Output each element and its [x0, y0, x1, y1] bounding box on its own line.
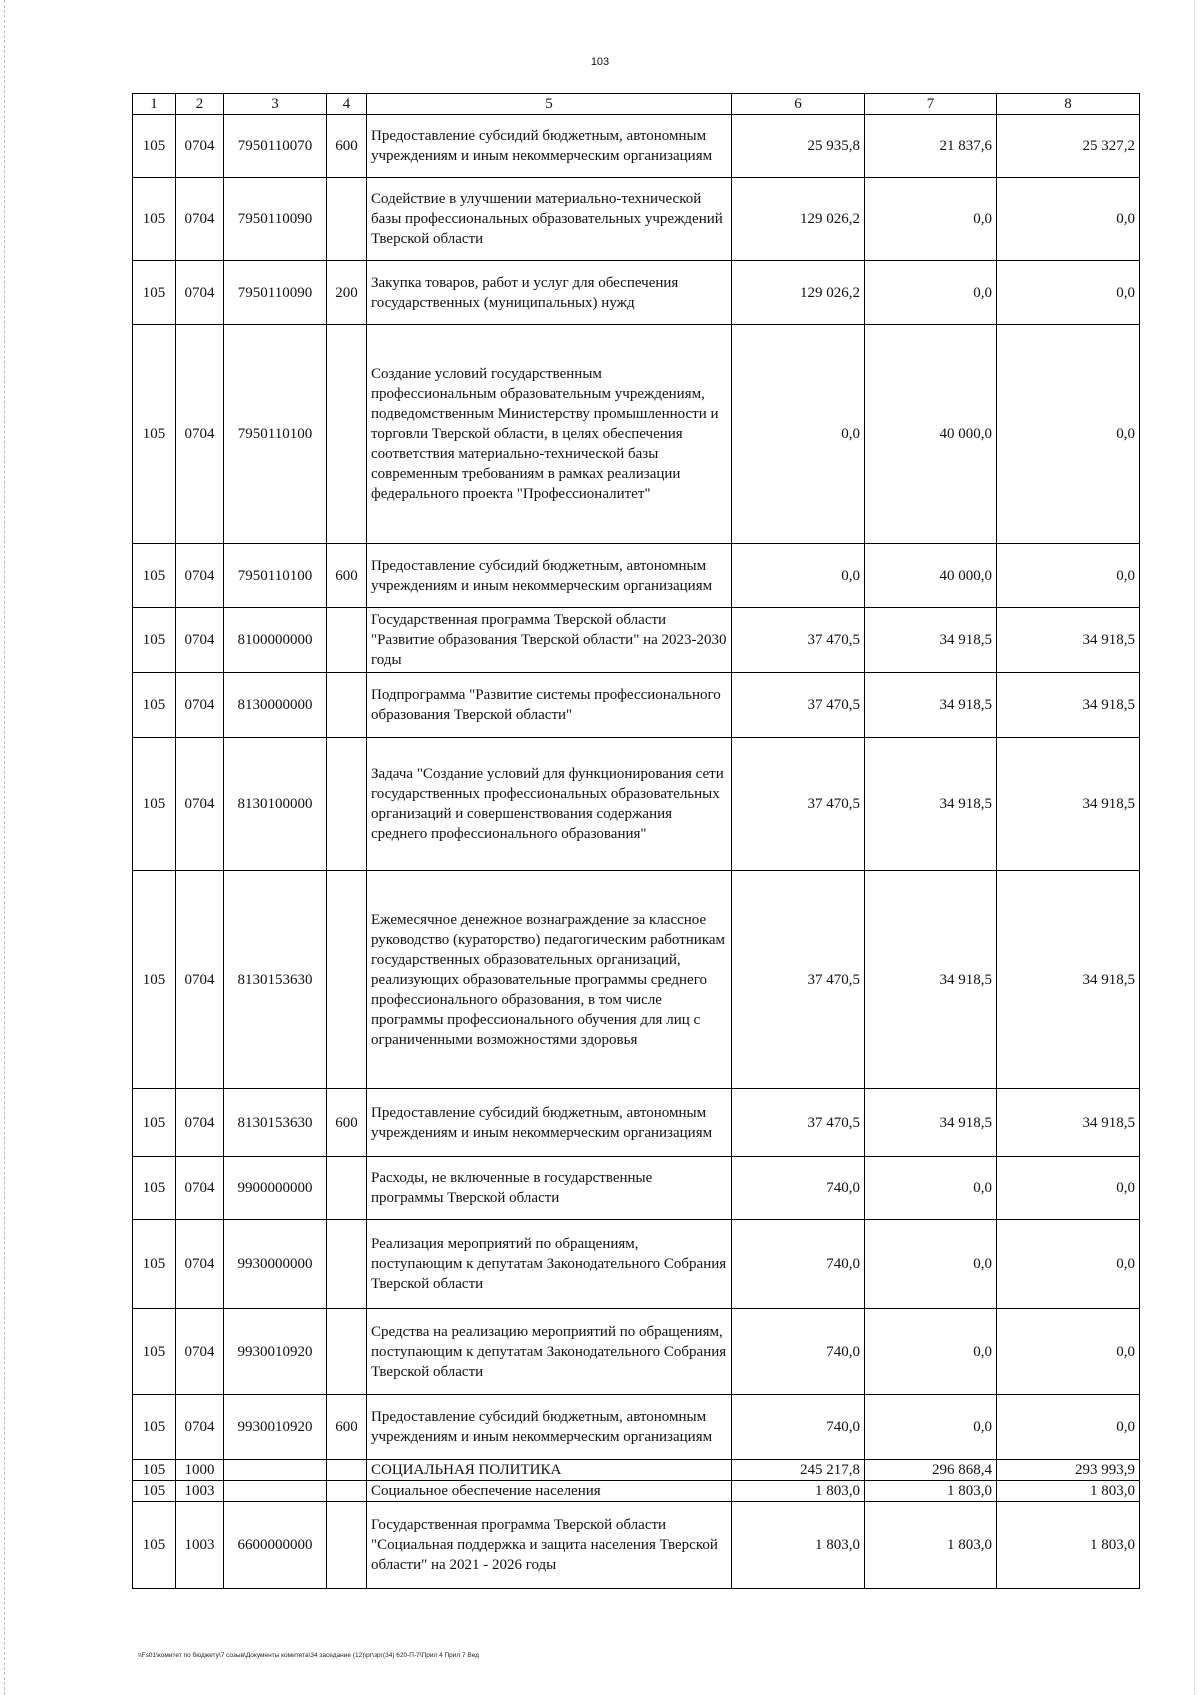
header-col-3: 3: [224, 94, 327, 115]
table-row: [133, 1395, 1140, 1460]
cell-description: Создание условий государственным профессиональным образовательным учреждениям, подведомственным Министерству промышленности и торговли Тверской области, в целях обеспечения соответствия материально-технической базы современным требованиям в рамках реализации федерального проекта "Профессионалитет": [367, 325, 732, 544]
cell-section-code: 1003: [176, 1481, 224, 1502]
cell-amount-col7: 21 837,6: [865, 115, 997, 178]
cell-amount-col6: 37 470,5: [732, 673, 865, 738]
cell-section-code: 0704: [176, 115, 224, 178]
cell-amount-col8: 0,0: [997, 544, 1140, 608]
cell-target-article: [224, 1460, 327, 1481]
cell-expense-type: [327, 1309, 367, 1395]
table-row: [133, 608, 1140, 673]
cell-expense-type: [327, 1481, 367, 1502]
cell-amount-col6: 740,0: [732, 1157, 865, 1220]
cell-amount-col7: 34 918,5: [865, 1089, 997, 1157]
cell-amount-col7: 1 803,0: [865, 1502, 997, 1589]
cell-admin-code: 105: [133, 1460, 176, 1481]
table-row: [133, 738, 1140, 871]
cell-target-article: 8130100000: [224, 738, 327, 871]
cell-expense-type: [327, 1157, 367, 1220]
cell-description: Содействие в улучшении материально-технической базы профессиональных образовательных учреждений Тверской области: [367, 178, 732, 261]
cell-expense-type: [327, 1220, 367, 1309]
cell-admin-code: 105: [133, 325, 176, 544]
cell-description: Социальное обеспечение населения: [367, 1481, 732, 1502]
cell-amount-col6: 37 470,5: [732, 608, 865, 673]
table-row: [133, 325, 1140, 544]
cell-description: Предоставление субсидий бюджетным, автономным учреждениям и иным некоммерческим организациям: [367, 1089, 732, 1157]
budget-table: [132, 93, 1140, 1589]
cell-section-code: 0704: [176, 871, 224, 1089]
table-row: [133, 1481, 1140, 1502]
cell-amount-col7: 0,0: [865, 178, 997, 261]
table-row: [133, 1157, 1140, 1220]
cell-target-article: 8100000000: [224, 608, 327, 673]
table-row: [133, 1502, 1140, 1589]
table-row: [133, 115, 1140, 178]
cell-section-code: 1000: [176, 1460, 224, 1481]
cell-admin-code: 105: [133, 544, 176, 608]
file-path-footer: \\Fs01\комитет по бюджету\7 созыв\Документы комитета\34 заседание (12)\рг\зрг(34) 620-П-7\Прил 4 Прил 7 Вед: [138, 1652, 480, 1659]
cell-amount-col7: 40 000,0: [865, 544, 997, 608]
table-row: [133, 1309, 1140, 1395]
cell-amount-col8: 34 918,5: [997, 738, 1140, 871]
table-row: [133, 1089, 1140, 1157]
table-row: [133, 178, 1140, 261]
header-col-1: 1: [133, 94, 176, 115]
cell-admin-code: 105: [133, 1089, 176, 1157]
cell-amount-col8: 34 918,5: [997, 871, 1140, 1089]
page-number: 103: [590, 56, 610, 68]
cell-amount-col8: 0,0: [997, 1395, 1140, 1460]
cell-amount-col6: 740,0: [732, 1309, 865, 1395]
header-col-2: 2: [176, 94, 224, 115]
header-col-4: 4: [327, 94, 367, 115]
cell-amount-col8: 1 803,0: [997, 1481, 1140, 1502]
cell-amount-col7: 34 918,5: [865, 871, 997, 1089]
cell-amount-col8: 34 918,5: [997, 608, 1140, 673]
cell-amount-col8: 0,0: [997, 1309, 1140, 1395]
cell-amount-col6: 1 803,0: [732, 1481, 865, 1502]
cell-amount-col7: 0,0: [865, 1220, 997, 1309]
cell-expense-type: 600: [327, 1089, 367, 1157]
cell-expense-type: 600: [327, 115, 367, 178]
cell-section-code: 0704: [176, 1089, 224, 1157]
cell-amount-col8: 0,0: [997, 1157, 1140, 1220]
cell-description: СОЦИАЛЬНАЯ ПОЛИТИКА: [367, 1460, 732, 1481]
cell-expense-type: [327, 1460, 367, 1481]
cell-description: Подпрограмма "Развитие системы профессионального образования Тверской области": [367, 673, 732, 738]
cell-amount-col6: 245 217,8: [732, 1460, 865, 1481]
cell-amount-col7: 34 918,5: [865, 738, 997, 871]
cell-amount-col7: 0,0: [865, 1309, 997, 1395]
cell-target-article: 8130000000: [224, 673, 327, 738]
cell-admin-code: 105: [133, 608, 176, 673]
header-col-7: 7: [865, 94, 997, 115]
cell-amount-col8: 25 327,2: [997, 115, 1140, 178]
cell-amount-col6: 37 470,5: [732, 871, 865, 1089]
cell-section-code: 0704: [176, 544, 224, 608]
table-header-row: [133, 94, 1140, 115]
cell-section-code: 0704: [176, 1395, 224, 1460]
cell-target-article: 9930000000: [224, 1220, 327, 1309]
cell-target-article: 8130153630: [224, 871, 327, 1089]
cell-expense-type: [327, 1502, 367, 1589]
cell-description: Государственная программа Тверской области "Социальная поддержка и защита населения Тверской области" на 2021 - 2026 годы: [367, 1502, 732, 1589]
cell-description: Предоставление субсидий бюджетным, автономным учреждениям и иным некоммерческим организациям: [367, 544, 732, 608]
cell-description: Предоставление субсидий бюджетным, автономным учреждениям и иным некоммерческим организациям: [367, 115, 732, 178]
cell-target-article: 9930010920: [224, 1395, 327, 1460]
cell-section-code: 0704: [176, 608, 224, 673]
cell-target-article: [224, 1481, 327, 1502]
cell-section-code: 0704: [176, 1309, 224, 1395]
cell-amount-col7: 296 868,4: [865, 1460, 997, 1481]
cell-target-article: 8130153630: [224, 1089, 327, 1157]
cell-expense-type: [327, 178, 367, 261]
cell-section-code: 0704: [176, 738, 224, 871]
cell-amount-col8: 34 918,5: [997, 673, 1140, 738]
cell-description: Закупка товаров, работ и услуг для обеспечения государственных (муниципальных) нужд: [367, 261, 732, 325]
cell-admin-code: 105: [133, 738, 176, 871]
cell-amount-col8: 34 918,5: [997, 1089, 1140, 1157]
cell-amount-col8: 1 803,0: [997, 1502, 1140, 1589]
cell-expense-type: 600: [327, 544, 367, 608]
cell-section-code: 0704: [176, 325, 224, 544]
cell-description: Средства на реализацию мероприятий по обращениям, поступающим к депутатам Законодательного Собрания Тверской области: [367, 1309, 732, 1395]
scan-edge-left: [4, 0, 5, 1695]
cell-description: Расходы, не включенные в государственные программы Тверской области: [367, 1157, 732, 1220]
cell-target-article: 7950110070: [224, 115, 327, 178]
scan-edge-right: [1194, 0, 1195, 1695]
cell-section-code: 0704: [176, 261, 224, 325]
cell-expense-type: 200: [327, 261, 367, 325]
cell-amount-col6: 129 026,2: [732, 261, 865, 325]
cell-amount-col7: 0,0: [865, 261, 997, 325]
cell-amount-col8: 293 993,9: [997, 1460, 1140, 1481]
cell-section-code: 0704: [176, 1157, 224, 1220]
header-col-6: 6: [732, 94, 865, 115]
cell-admin-code: 105: [133, 1502, 176, 1589]
cell-expense-type: [327, 673, 367, 738]
cell-amount-col6: 37 470,5: [732, 1089, 865, 1157]
cell-amount-col6: 129 026,2: [732, 178, 865, 261]
cell-amount-col6: 0,0: [732, 325, 865, 544]
cell-expense-type: [327, 871, 367, 1089]
cell-admin-code: 105: [133, 871, 176, 1089]
cell-expense-type: [327, 608, 367, 673]
cell-description: Задача "Создание условий для функционирования сети государственных профессиональных образовательных организаций и совершенствования содержания среднего профессионального образования": [367, 738, 732, 871]
cell-amount-col6: 740,0: [732, 1395, 865, 1460]
cell-amount-col8: 0,0: [997, 325, 1140, 544]
cell-amount-col8: 0,0: [997, 1220, 1140, 1309]
cell-target-article: 7950110090: [224, 261, 327, 325]
header-col-8: 8: [997, 94, 1140, 115]
cell-description: Реализация мероприятий по обращениям, поступающим к депутатам Законодательного Собрания Тверской области: [367, 1220, 732, 1309]
table-row: [133, 871, 1140, 1089]
cell-description: Предоставление субсидий бюджетным, автономным учреждениям и иным некоммерческим организациям: [367, 1395, 732, 1460]
cell-admin-code: 105: [133, 178, 176, 261]
cell-amount-col6: 1 803,0: [732, 1502, 865, 1589]
cell-admin-code: 105: [133, 115, 176, 178]
cell-admin-code: 105: [133, 1220, 176, 1309]
cell-target-article: 7950110090: [224, 178, 327, 261]
cell-description: Ежемесячное денежное вознаграждение за классное руководство (кураторство) педагогическим работникам государственных образовательных организаций, реализующих образовательные программы среднего профессионального образования, в том числе программы профессионального обучения для лиц с ограниченными возможностями здоровья: [367, 871, 732, 1089]
header-col-5: 5: [367, 94, 732, 115]
table-row: [133, 544, 1140, 608]
cell-admin-code: 105: [133, 673, 176, 738]
cell-admin-code: 105: [133, 1309, 176, 1395]
cell-amount-col7: 1 803,0: [865, 1481, 997, 1502]
cell-amount-col6: 37 470,5: [732, 738, 865, 871]
cell-amount-col6: 0,0: [732, 544, 865, 608]
cell-admin-code: 105: [133, 1395, 176, 1460]
cell-target-article: 6600000000: [224, 1502, 327, 1589]
cell-amount-col7: 0,0: [865, 1395, 997, 1460]
cell-expense-type: 600: [327, 1395, 367, 1460]
table-row: [133, 261, 1140, 325]
cell-amount-col8: 0,0: [997, 261, 1140, 325]
cell-amount-col6: 25 935,8: [732, 115, 865, 178]
cell-section-code: 0704: [176, 178, 224, 261]
table-row: [133, 1460, 1140, 1481]
cell-amount-col7: 40 000,0: [865, 325, 997, 544]
cell-admin-code: 105: [133, 1157, 176, 1220]
cell-section-code: 0704: [176, 1220, 224, 1309]
cell-amount-col8: 0,0: [997, 178, 1140, 261]
cell-target-article: 9900000000: [224, 1157, 327, 1220]
cell-target-article: 9930010920: [224, 1309, 327, 1395]
cell-target-article: 7950110100: [224, 544, 327, 608]
cell-description: Государственная программа Тверской области "Развитие образования Тверской области" на 2023-2030 годы: [367, 608, 732, 673]
cell-target-article: 7950110100: [224, 325, 327, 544]
cell-admin-code: 105: [133, 261, 176, 325]
table-row: [133, 673, 1140, 738]
cell-expense-type: [327, 325, 367, 544]
cell-section-code: 1003: [176, 1502, 224, 1589]
cell-amount-col7: 34 918,5: [865, 608, 997, 673]
cell-amount-col7: 34 918,5: [865, 673, 997, 738]
cell-amount-col6: 740,0: [732, 1220, 865, 1309]
cell-amount-col7: 0,0: [865, 1157, 997, 1220]
table-row: [133, 1220, 1140, 1309]
cell-admin-code: 105: [133, 1481, 176, 1502]
cell-section-code: 0704: [176, 673, 224, 738]
cell-expense-type: [327, 738, 367, 871]
